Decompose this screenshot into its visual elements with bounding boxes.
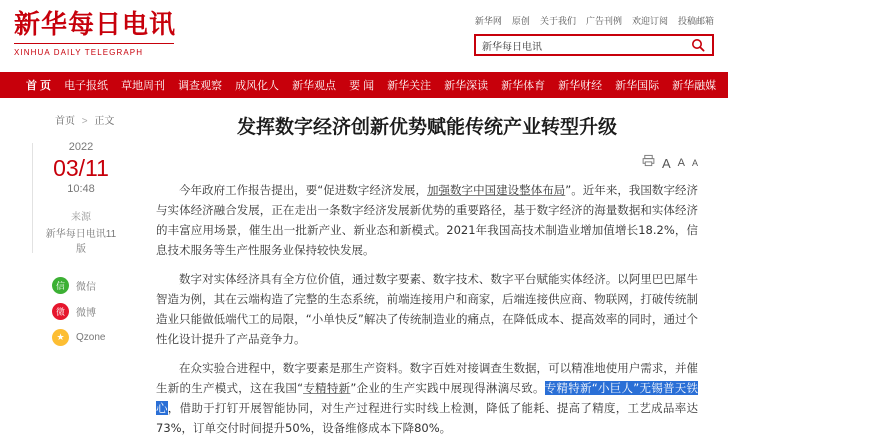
search-box[interactable] [474, 34, 714, 56]
nav-item-investigation[interactable]: 调查观察 [178, 80, 223, 92]
source-label: 来源 [71, 212, 91, 223]
main-nav [0, 72, 876, 98]
nav-item-home[interactable]: 首 页 [26, 80, 52, 92]
para3-seg3-selection: 专精特新“小巨人”无锡普天铁心 [156, 381, 698, 415]
nav-item-media[interactable]: 新华融媒 [672, 80, 717, 92]
article-toolbar [156, 154, 698, 172]
share-weibo[interactable] [52, 303, 105, 320]
article-body [150, 98, 728, 447]
site-logo[interactable] [14, 10, 176, 57]
breadcrumb-current: 正文 [94, 116, 115, 127]
article-year: 2022 [68, 141, 94, 153]
nav-item-finance[interactable]: 新华财经 [558, 80, 603, 92]
mini-nav-item-4[interactable]: 欢迎订阅 [631, 16, 668, 26]
article-paragraph-3 [156, 358, 698, 438]
wechat-icon: 信 [52, 277, 69, 294]
nav-item-focus[interactable]: 新华关注 [387, 80, 432, 92]
nav-item-caodi[interactable]: 草地周刊 [121, 80, 166, 92]
article-time: 10:48 [67, 183, 95, 195]
article-monthday: 03/11 [53, 155, 109, 181]
article-date-card [32, 141, 118, 255]
mini-nav-item-0[interactable]: 新华网 [474, 16, 502, 26]
nav-item-deepread[interactable]: 新华深读 [444, 80, 489, 92]
share-qzone-label: Qzone [76, 332, 106, 343]
article-paragraph-1 [156, 180, 698, 260]
logo-title-cn: 新华每日电讯 [14, 10, 177, 40]
para3-seg2: ”企业的生产实践中展现得淋漓尽致。 [350, 381, 545, 395]
source-value: 新华每日电讯11版 [45, 229, 117, 255]
qzone-icon: ★ [52, 329, 69, 346]
nav-item-chengfeng[interactable]: 成风化人 [235, 80, 280, 92]
search-input[interactable] [476, 40, 684, 51]
content-wrapper [0, 98, 728, 447]
top-mini-nav [474, 14, 714, 27]
nav-item-headline[interactable]: 要 闻 [349, 80, 375, 92]
article-sidebar [0, 98, 150, 447]
breadcrumb [55, 112, 114, 127]
share-list [34, 277, 105, 346]
print-icon[interactable] [642, 154, 655, 172]
nav-item-international[interactable]: 新华国际 [615, 80, 660, 92]
para2-seg0: 数字对实体经济具有全方位价值，通过数字要素、数字技术、数字平台赋能实体经济。以阿里巴巴犀牛智造为例，其在云端构造了完整的生态系统，前端连接用户和商家，后端连接供应商、物联网，打破传统制造业只能做低端代工的局限，“小单快反”解决了传统制造业的痛点，在降低成本、提高效率的同时，通过个性化设计提升了产品竞争力。 [156, 272, 698, 346]
nav-item-epaper[interactable]: 电子报纸 [64, 80, 109, 92]
nav-item-topics[interactable]: 精彩专题 [729, 80, 774, 92]
mini-nav-item-1[interactable]: 原创 [511, 16, 530, 26]
logo-divider [14, 43, 174, 44]
weibo-icon: 微 [52, 303, 69, 320]
breadcrumb-separator: > [81, 116, 88, 127]
para3-seg4: ，借助于打钉开展智能协同，对生产过程进行实时线上检测，降低了能耗、提高了精度，工艺成品率达73%，订单交付时间提升50%，设备维修成本下降80%。 [156, 401, 699, 435]
para1-seg1-underline: 加强数字中国建设整体布局 [426, 183, 566, 197]
mini-nav-item-3[interactable]: 广告刊例 [585, 16, 622, 26]
para1-seg0: 今年政府工作报告提出，要“促进数字经济发展， [179, 183, 427, 197]
breadcrumb-home[interactable]: 首页 [55, 116, 75, 127]
header-right [474, 10, 714, 56]
search-icon [691, 38, 705, 52]
site-header [0, 0, 728, 72]
mini-nav-item-2[interactable]: 关于我们 [539, 16, 576, 26]
nav-item-health[interactable]: 医卫健康 [786, 80, 831, 92]
para3-seg1-underline: 专精特新 [303, 381, 351, 395]
para3-seg0: 在众实验合进程中，数字要素是那生产资料。数字百姓对接调查生数据，可以精准地使用户需求，并催生新的生产模式，这在我国“ [156, 361, 698, 395]
share-wechat[interactable] [52, 277, 105, 294]
share-qzone[interactable] [52, 329, 105, 346]
para1-seg2: ”。近年来，我国数字经济与实体经济融合发展，正在走出一条数字经济发展新优势的重要路径，基于数字经济的海量数据和实体经济的丰富应用场景，催生出一批新产业、新业态和新模式。2021年我国高技术制造业增加值增长18.2%，信息技术服务等生产性服务业保持较快发展。 [156, 183, 698, 257]
font-size-medium-button[interactable]: A [677, 157, 685, 169]
share-weibo-label: 微博 [76, 308, 96, 319]
mini-nav-item-5[interactable]: 投稿邮箱 [677, 16, 714, 26]
article-paragraph-2 [156, 269, 698, 349]
font-size-small-button[interactable]: A [691, 158, 698, 168]
search-button[interactable] [684, 36, 712, 54]
page-title: 发挥数字经济创新优势赋能传统产业转型升级 [236, 116, 617, 138]
share-wechat-label: 微信 [76, 282, 96, 293]
nav-item-sports[interactable]: 新华体育 [501, 80, 546, 92]
nav-item-viewpoint[interactable]: 新华观点 [292, 80, 337, 92]
logo-title-en: XINHUA DAILY TELEGRAPH [14, 48, 144, 57]
nav-item-world[interactable]: 看天下 [843, 80, 876, 92]
font-size-large-button[interactable]: A [661, 155, 671, 171]
